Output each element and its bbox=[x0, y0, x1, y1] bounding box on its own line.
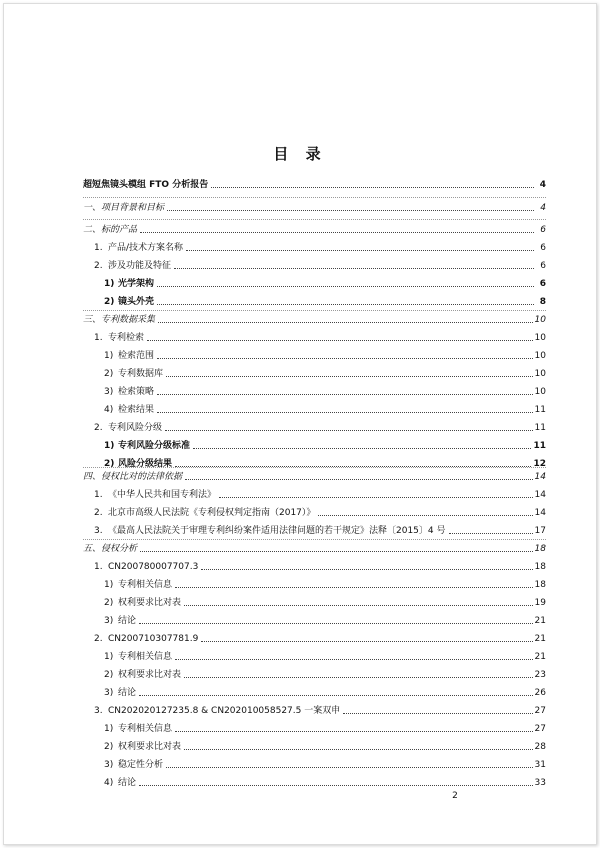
toc-entry-text: 侵权分析 bbox=[101, 544, 138, 554]
toc-entry-page: 10 bbox=[534, 315, 546, 325]
toc-entry-text: 产品/技术方案名称 bbox=[108, 243, 184, 253]
toc-dot-leader bbox=[219, 496, 533, 498]
toc-entry-number: 1. bbox=[94, 562, 103, 572]
toc-entry-number: 3) bbox=[104, 616, 114, 626]
toc-entry-number: 三、 bbox=[83, 315, 102, 325]
toc-dot-leader bbox=[186, 249, 534, 251]
toc-entry[interactable] bbox=[83, 685, 546, 699]
section-divider bbox=[83, 310, 546, 311]
toc-dot-leader bbox=[157, 411, 533, 413]
toc-entry[interactable] bbox=[83, 276, 546, 290]
toc-dot-leader bbox=[201, 568, 532, 570]
toc-dot-leader bbox=[201, 640, 532, 642]
toc-entry[interactable] bbox=[83, 469, 546, 483]
toc-dot-leader bbox=[140, 231, 534, 233]
toc-entry-page: 14 bbox=[534, 490, 546, 500]
toc-dot-leader bbox=[318, 514, 532, 516]
page-number: 2 bbox=[452, 791, 458, 801]
toc-entry-number: 四、 bbox=[83, 472, 102, 482]
toc-entry-text: 稳定性分析 bbox=[118, 760, 164, 770]
toc-dot-leader bbox=[166, 766, 533, 768]
toc-entry-page: 10 bbox=[534, 387, 546, 397]
toc-entry-page: 10 bbox=[534, 351, 546, 361]
toc-entry[interactable] bbox=[83, 541, 546, 555]
toc-entry-page: 4 bbox=[540, 203, 546, 213]
toc-entry[interactable] bbox=[83, 222, 546, 236]
toc-entry-text: 专利数据库 bbox=[118, 369, 164, 379]
toc-entry-page: 18 bbox=[534, 562, 546, 572]
toc-entry-number: 2) bbox=[104, 598, 114, 608]
toc-entry-text: CN202020127235.8 & CN202010058527.5 一案双申 bbox=[108, 706, 341, 716]
toc-dot-leader bbox=[175, 730, 533, 732]
toc-entry-text: 标的产品 bbox=[101, 225, 138, 235]
toc-entry-number: 2. bbox=[94, 634, 103, 644]
toc-dot-leader bbox=[165, 429, 533, 431]
toc-entry-page: 18 bbox=[534, 580, 546, 590]
toc-entry[interactable] bbox=[83, 384, 546, 398]
toc-entry[interactable] bbox=[83, 775, 546, 789]
toc-entry-number: 二、 bbox=[83, 225, 102, 235]
toc-entry[interactable] bbox=[83, 577, 546, 591]
toc-entry-page: 27 bbox=[534, 724, 546, 734]
toc-entry-number: 2) bbox=[104, 297, 115, 307]
toc-entry[interactable] bbox=[83, 487, 546, 501]
toc-entry[interactable] bbox=[83, 559, 546, 573]
toc-entry-text: 项目背景和目标 bbox=[101, 203, 165, 213]
toc-entry-number: 3. bbox=[94, 706, 103, 716]
toc-entry-page: 11 bbox=[534, 423, 546, 433]
toc-entry-number: 4) bbox=[104, 405, 114, 415]
toc-entry-text: 北京市高级人民法院《专利侵权判定指南（2017）》 bbox=[108, 508, 316, 518]
toc-entry-number: 1. bbox=[94, 333, 103, 343]
toc-entry-number: 一、 bbox=[83, 203, 102, 213]
toc-entry-number: 3) bbox=[104, 760, 114, 770]
toc-entry-page: 33 bbox=[534, 778, 546, 788]
toc-dot-leader bbox=[193, 447, 531, 449]
toc-entry-page: 4 bbox=[539, 180, 546, 190]
toc-entry-page: 14 bbox=[534, 508, 546, 518]
section-divider bbox=[83, 197, 546, 198]
toc-dot-leader bbox=[147, 339, 533, 341]
toc-entry-number: 2) bbox=[104, 369, 114, 379]
toc-dot-leader bbox=[184, 676, 533, 678]
toc-dot-leader bbox=[175, 586, 533, 588]
toc-entry-text: 超短焦镜头模组 FTO 分析报告 bbox=[83, 180, 209, 190]
toc-entry-page: 17 bbox=[534, 526, 546, 536]
toc-entry[interactable] bbox=[83, 649, 546, 663]
section-divider bbox=[83, 467, 546, 468]
toc-entry[interactable] bbox=[83, 613, 546, 627]
toc-entry[interactable] bbox=[83, 505, 546, 519]
toc-dot-leader bbox=[166, 375, 533, 377]
toc-dot-leader bbox=[175, 658, 533, 660]
section-divider bbox=[83, 219, 546, 220]
toc-entry-text: 结论 bbox=[118, 778, 137, 788]
toc-entry-text: 专利风险分级标准 bbox=[118, 441, 191, 451]
toc-entry-page: 31 bbox=[534, 760, 546, 770]
toc-entry-page: 21 bbox=[534, 652, 546, 662]
toc-entry-number: 3. bbox=[94, 526, 103, 536]
toc-entry-number: 1) bbox=[104, 580, 114, 590]
toc-entry[interactable] bbox=[83, 703, 546, 717]
toc-entry-page: 6 bbox=[539, 279, 546, 289]
toc-entry-page: 18 bbox=[534, 544, 546, 554]
toc-entry-number: 1) bbox=[104, 351, 114, 361]
toc-dot-leader bbox=[185, 478, 533, 480]
toc-entry-number: 1) bbox=[104, 652, 114, 662]
toc-entry[interactable] bbox=[83, 200, 546, 214]
toc-entry-number: 五、 bbox=[83, 544, 102, 554]
toc-entry-text: 专利检索 bbox=[108, 333, 145, 343]
toc-entry-page: 8 bbox=[539, 297, 546, 307]
toc-entry[interactable] bbox=[83, 348, 546, 362]
toc-entry-number: 1) bbox=[104, 441, 115, 451]
section-divider bbox=[83, 539, 546, 540]
toc-entry-text: 风险分级结果 bbox=[118, 459, 173, 469]
toc-entry-number: 1) bbox=[104, 279, 115, 289]
toc-title: 目 录 bbox=[273, 145, 327, 163]
toc-dot-leader bbox=[140, 550, 533, 552]
toc-entry-number: 4) bbox=[104, 778, 114, 788]
toc-dot-leader bbox=[139, 784, 533, 786]
toc-entry[interactable] bbox=[83, 631, 546, 645]
toc-entry-text: 结论 bbox=[118, 688, 137, 698]
toc-dot-leader bbox=[157, 357, 533, 359]
toc-entry-page: 6 bbox=[540, 261, 546, 271]
toc-entry-page: 10 bbox=[534, 369, 546, 379]
toc-entry-page: 10 bbox=[534, 333, 546, 343]
toc-entry-text: 专利数据采集 bbox=[101, 315, 156, 325]
toc-entry-number: 2. bbox=[94, 423, 103, 433]
toc-entry-text: 涉及功能及特征 bbox=[108, 261, 172, 271]
toc-entry-text: 检索范围 bbox=[118, 351, 155, 361]
toc-dot-leader bbox=[157, 303, 534, 305]
toc-entry-text: 权利要求比对表 bbox=[118, 670, 182, 680]
toc-dot-leader bbox=[167, 209, 534, 211]
toc-entry-page: 11 bbox=[534, 405, 546, 415]
toc-entry-number: 1. bbox=[94, 490, 103, 500]
toc-entry-number: 2. bbox=[94, 508, 103, 518]
toc-entry[interactable] bbox=[83, 366, 546, 380]
toc-entry-number: 2) bbox=[104, 742, 114, 752]
toc-entry[interactable] bbox=[83, 294, 546, 308]
toc-entry-text: 检索结果 bbox=[118, 405, 155, 415]
toc-entry-text: 专利相关信息 bbox=[118, 580, 173, 590]
toc-entry[interactable] bbox=[83, 240, 546, 254]
toc-entry-text: 专利相关信息 bbox=[118, 652, 173, 662]
toc-entry-number: 2) bbox=[104, 459, 115, 469]
toc-entry-page: 14 bbox=[534, 472, 546, 482]
toc-entry-text: 专利相关信息 bbox=[118, 724, 173, 734]
toc-dot-leader bbox=[449, 532, 533, 534]
toc-entry-page: 6 bbox=[540, 225, 546, 235]
toc-entry-number: 3) bbox=[104, 688, 114, 698]
toc-entry[interactable] bbox=[83, 420, 546, 434]
toc-entry-page: 27 bbox=[534, 706, 546, 716]
toc-entry[interactable] bbox=[83, 258, 546, 272]
toc-entry-text: CN200780007707.3 bbox=[108, 562, 199, 572]
toc-entry[interactable] bbox=[83, 523, 546, 537]
toc-entry-text: 检索策略 bbox=[118, 387, 155, 397]
toc-entry[interactable] bbox=[83, 330, 546, 344]
toc-entry-text: 专利风险分级 bbox=[108, 423, 163, 433]
toc-entry[interactable] bbox=[83, 438, 546, 452]
toc-entry-text: 《最高人民法院关于审理专利纠纷案件适用法律问题的若干规定》法释〔2015〕4 号 bbox=[108, 526, 446, 536]
toc-dot-leader bbox=[139, 622, 533, 624]
toc-entry[interactable] bbox=[83, 177, 546, 191]
toc-entry-page: 19 bbox=[534, 598, 546, 608]
toc-dot-leader bbox=[184, 604, 533, 606]
toc-entry-text: 侵权比对的法律依据 bbox=[101, 472, 183, 482]
toc-entry[interactable] bbox=[83, 667, 546, 681]
toc-entry[interactable] bbox=[83, 402, 546, 416]
toc-entry-page: 21 bbox=[534, 616, 546, 626]
toc-entry-page: 12 bbox=[533, 459, 546, 469]
toc-entry[interactable] bbox=[83, 595, 546, 609]
toc-entry-page: 23 bbox=[534, 670, 546, 680]
toc-entry-text: CN200710307781.9 bbox=[108, 634, 199, 644]
toc-entry-number: 1. bbox=[94, 243, 103, 253]
toc-entry-text: 权利要求比对表 bbox=[118, 742, 182, 752]
toc-dot-leader bbox=[158, 321, 533, 323]
toc-entry-text: 镜头外壳 bbox=[118, 297, 155, 307]
toc-dot-leader bbox=[157, 393, 533, 395]
toc-entry-text: 光学架构 bbox=[118, 279, 155, 289]
toc-entry-text: 权利要求比对表 bbox=[118, 598, 182, 608]
toc-dot-leader bbox=[157, 285, 534, 287]
toc-entry-page: 6 bbox=[540, 243, 546, 253]
toc-entry-number: 2. bbox=[94, 261, 103, 271]
toc-entry-number: 1) bbox=[104, 724, 114, 734]
toc-entry-page: 11 bbox=[533, 441, 546, 451]
toc-dot-leader bbox=[184, 748, 533, 750]
toc-entry[interactable] bbox=[83, 757, 546, 771]
toc-entry-number: 3) bbox=[104, 387, 114, 397]
toc-entry-text: 结论 bbox=[118, 616, 137, 626]
toc-entry-page: 28 bbox=[534, 742, 546, 752]
toc-entry[interactable] bbox=[83, 312, 546, 326]
toc-entry-text: 《中华人民共和国专利法》 bbox=[108, 490, 217, 500]
toc-dot-leader bbox=[139, 694, 533, 696]
toc-dot-leader bbox=[211, 186, 534, 188]
toc-entry-page: 21 bbox=[534, 634, 546, 644]
toc-entry[interactable] bbox=[83, 721, 546, 735]
toc-entry-page: 26 bbox=[534, 688, 546, 698]
toc-dot-leader bbox=[343, 712, 532, 714]
toc-entry[interactable] bbox=[83, 739, 546, 753]
toc-entry-number: 2) bbox=[104, 670, 114, 680]
toc-dot-leader bbox=[174, 267, 534, 269]
